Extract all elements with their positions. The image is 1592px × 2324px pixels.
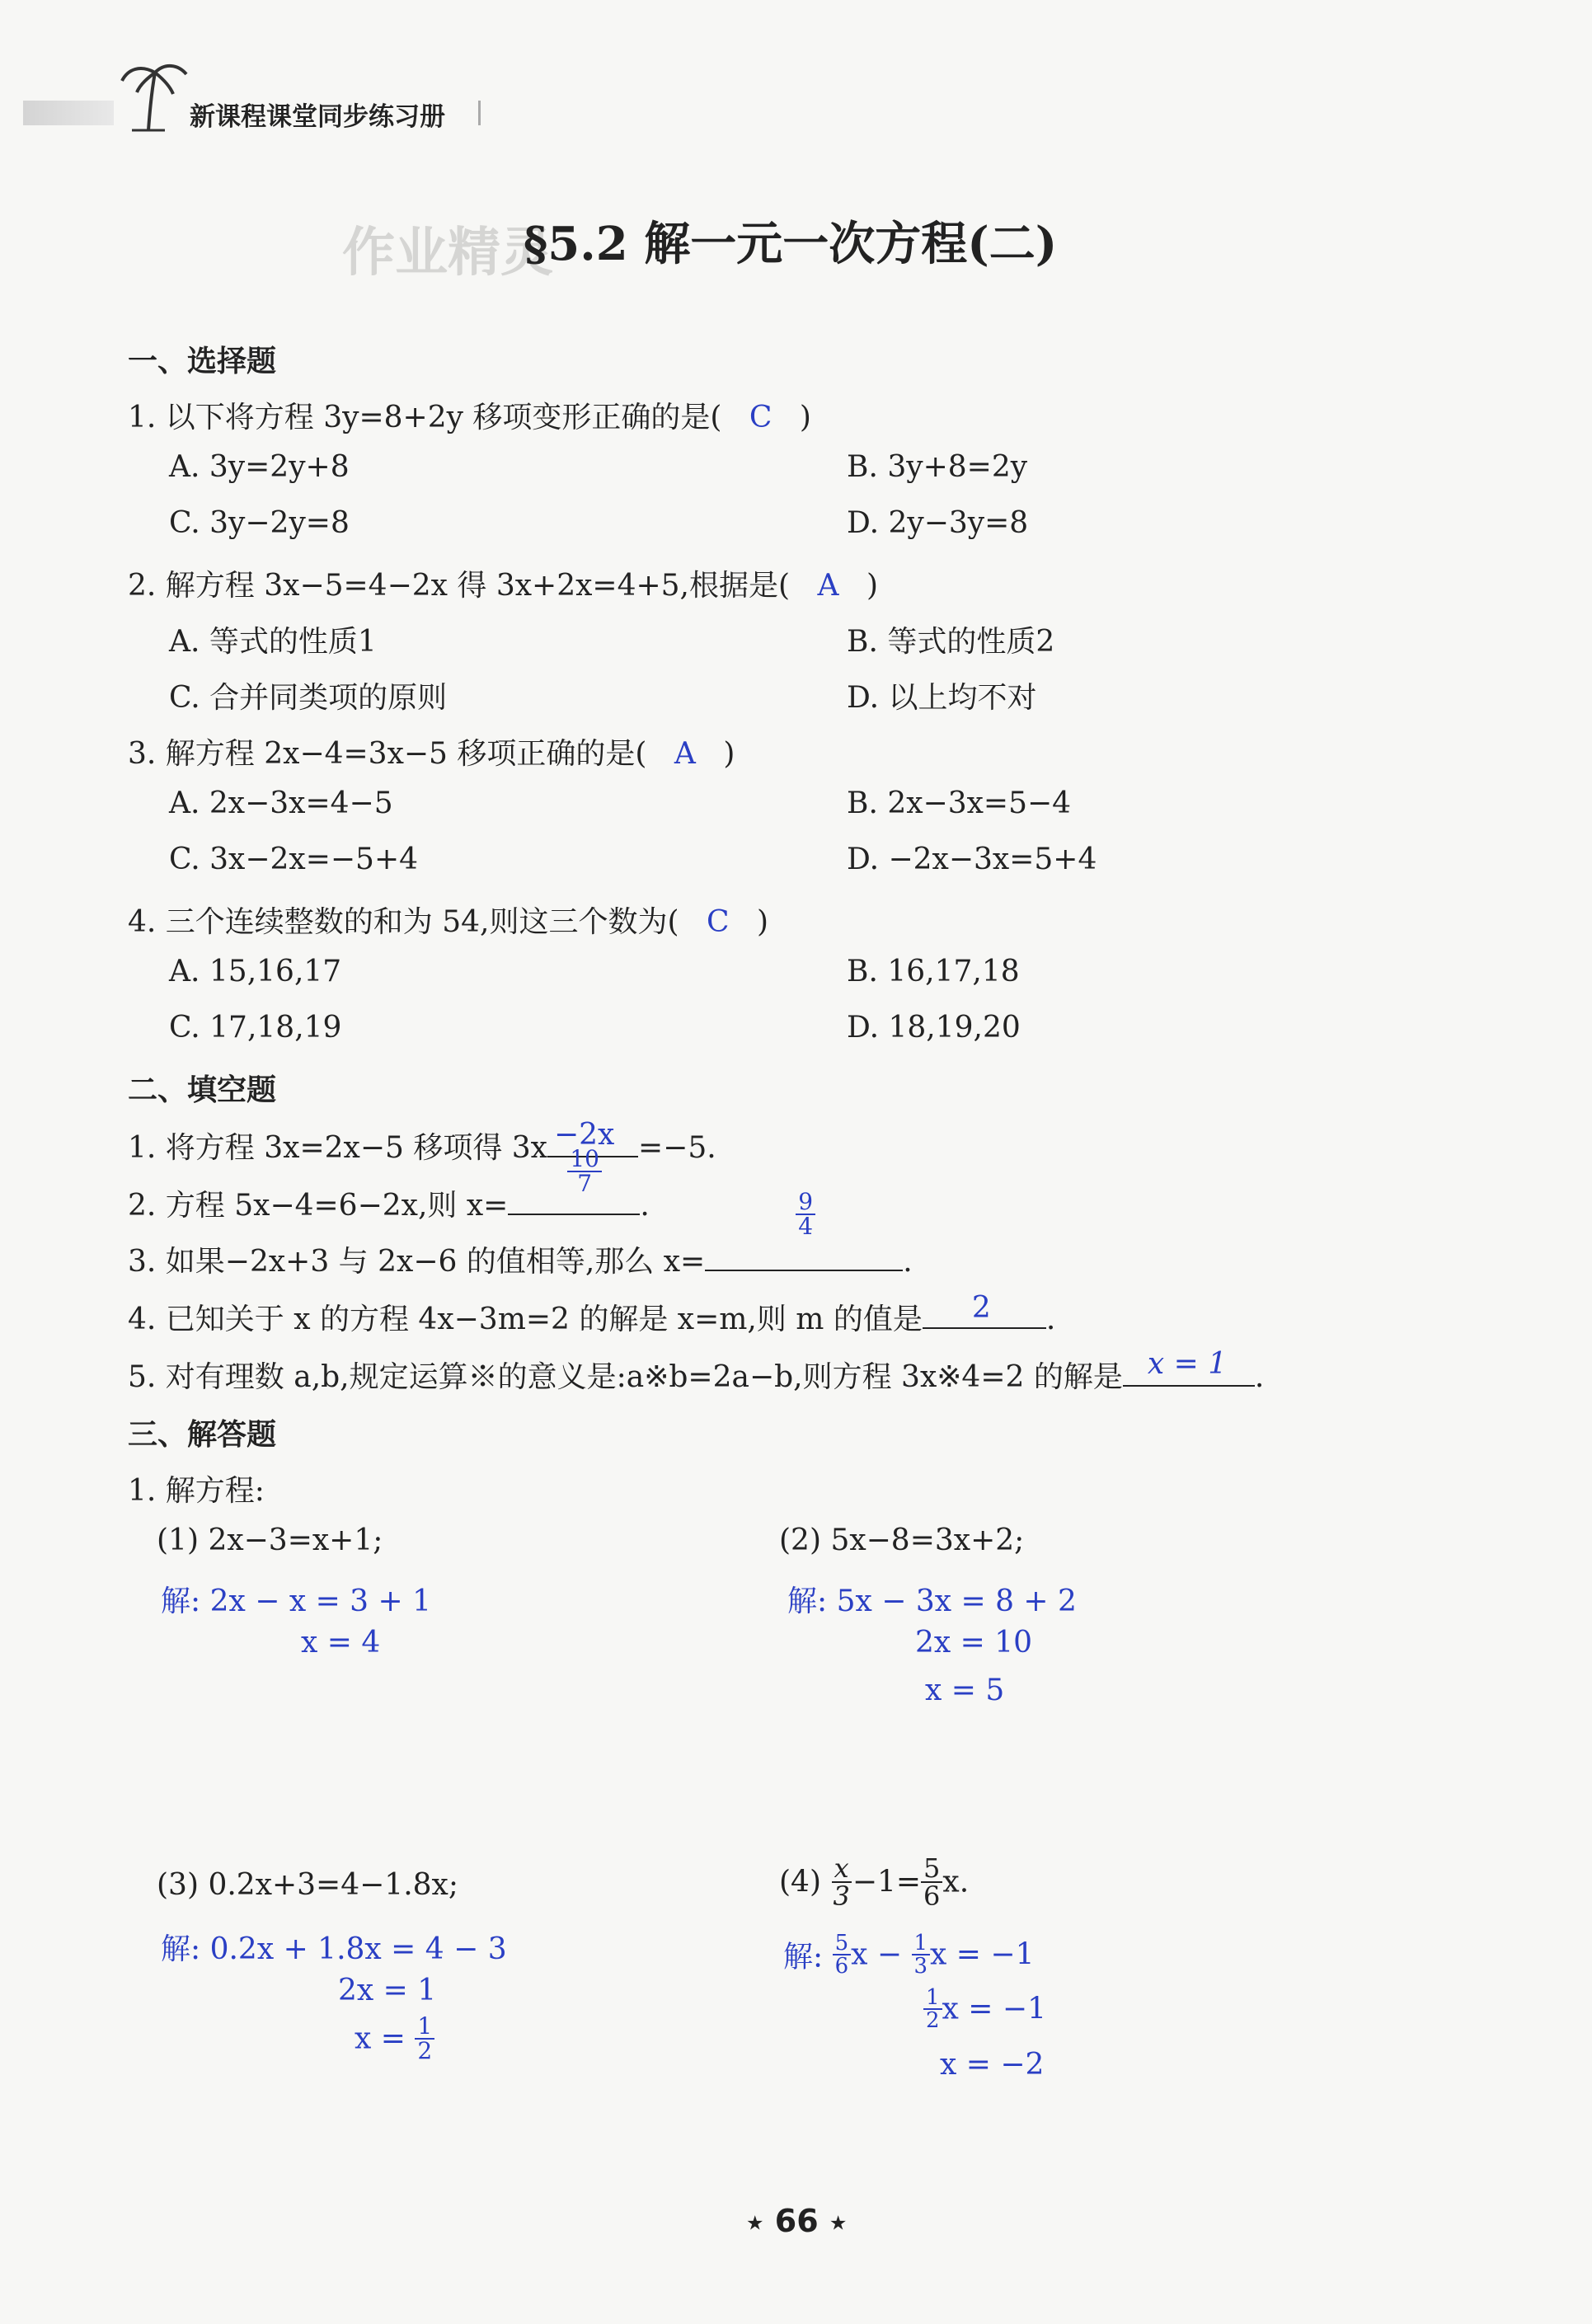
header-divider bbox=[478, 101, 481, 125]
question-2 bbox=[128, 562, 878, 604]
option-3a: A. 2x−3x=4−5 bbox=[169, 786, 393, 820]
problem-4-step-3: x = −2 bbox=[940, 2048, 1045, 2082]
fill-answer: 2 bbox=[971, 1291, 991, 1325]
numerator: x bbox=[832, 1855, 852, 1883]
question-paren: ) bbox=[723, 737, 735, 771]
denominator: 3 bbox=[833, 1880, 850, 1912]
question-3 bbox=[128, 730, 735, 772]
fill-text: . bbox=[1254, 1360, 1265, 1394]
numerator: 5 bbox=[833, 1932, 852, 1955]
answer-choice: A bbox=[817, 569, 839, 603]
star-icon: ★ bbox=[746, 2211, 764, 2235]
answer-choice: C bbox=[749, 401, 773, 434]
label-fraction-b bbox=[921, 1852, 942, 1912]
numerator: 1 bbox=[415, 2015, 434, 2040]
option-2b: B. 等式的性质2 bbox=[847, 625, 1055, 659]
option-1b: B. 3y+8=2y bbox=[847, 450, 1028, 484]
problem-1-label: (1) 2x−3=x+1; bbox=[157, 1524, 383, 1557]
denominator: 3 bbox=[913, 1954, 928, 1979]
question-1 bbox=[128, 394, 811, 436]
problem-1-step-1: 解: 2x − x = 3 + 1 bbox=[161, 1585, 432, 1618]
question-paren: ) bbox=[866, 569, 878, 603]
question-4 bbox=[128, 899, 768, 941]
question-paren: ) bbox=[757, 905, 769, 939]
question-stem: 2. 解方程 3x−5=4−2x 得 3x+2x=4+5,根据是( bbox=[128, 569, 791, 603]
answer-choice: A bbox=[674, 737, 696, 771]
fill-text: . bbox=[1045, 1303, 1056, 1336]
fill-text: 1. 将方程 3x=2x−5 移项得 3x bbox=[128, 1131, 547, 1165]
option-1c: C. 3y−2y=8 bbox=[169, 506, 350, 540]
option-4b: B. 16,17,18 bbox=[847, 955, 1020, 988]
step-mid: x − bbox=[851, 1937, 912, 1972]
section-heading-choice: 一、选择题 bbox=[128, 345, 277, 378]
option-3b: B. 2x−3x=5−4 bbox=[847, 786, 1072, 820]
denominator: 2 bbox=[926, 2008, 940, 2033]
option-2a: A. 等式的性质1 bbox=[169, 625, 377, 659]
option-1d: D. 2y−3y=8 bbox=[847, 506, 1029, 540]
fill-answer: −2x bbox=[553, 1118, 615, 1152]
label-prefix: (4) bbox=[779, 1865, 821, 1899]
watermark: 作业精灵 bbox=[342, 223, 553, 284]
numerator: 5 bbox=[921, 1855, 942, 1883]
step-suffix: x = −1 bbox=[942, 1992, 1046, 2026]
numerator: 1 bbox=[923, 1987, 942, 2010]
problem-3-step-3 bbox=[355, 2012, 434, 2064]
fill-answer: x = 1 bbox=[1147, 1347, 1228, 1381]
fill-text: . bbox=[640, 1189, 650, 1223]
section-heading-solve: 三、解答题 bbox=[128, 1418, 277, 1452]
answer-fraction bbox=[415, 2012, 434, 2064]
option-2d: D. 以上均不对 bbox=[847, 681, 1037, 715]
problem-4-step-2 bbox=[923, 1987, 1046, 2031]
fill-text: 5. 对有理数 a,b,规定运算※的意义是:a※b=2a−b,则方程 3x※4=2 的解是 bbox=[128, 1360, 1123, 1394]
fill-4 bbox=[128, 1291, 1056, 1338]
option-4d: D. 18,19,20 bbox=[847, 1011, 1021, 1045]
header-band bbox=[23, 101, 114, 125]
option-4a: A. 15,16,17 bbox=[169, 955, 342, 988]
page-number-text: 66 bbox=[774, 2203, 819, 2239]
question-stem: 3. 解方程 2x−4=3x−5 移项正确的是( bbox=[128, 737, 647, 771]
option-3d: D. −2x−3x=5+4 bbox=[847, 843, 1097, 876]
label-mid: −1= bbox=[852, 1865, 922, 1899]
question-stem: 4. 三个连续整数的和为 54,则这三个数为( bbox=[128, 905, 679, 939]
fill-text: 4. 已知关于 x 的方程 4x−3m=2 的解是 x=m,则 m 的值是 bbox=[128, 1303, 923, 1336]
problem-3-step-2: 2x = 1 bbox=[338, 1974, 437, 2007]
fill-answer-fraction bbox=[567, 1145, 602, 1197]
denominator: 4 bbox=[798, 1213, 814, 1240]
star-icon: ★ bbox=[829, 2211, 848, 2235]
fill-text: . bbox=[903, 1245, 913, 1279]
answer-choice: C bbox=[707, 905, 730, 939]
label-suffix: x. bbox=[942, 1865, 970, 1899]
numerator: 9 bbox=[796, 1190, 815, 1215]
label-fraction-a bbox=[830, 1852, 852, 1912]
option-2c: C. 合并同类项的原则 bbox=[169, 681, 448, 715]
section-heading-fill: 二、填空题 bbox=[128, 1073, 277, 1107]
step-fraction bbox=[923, 1987, 942, 2031]
fill-blank bbox=[705, 1188, 903, 1271]
fill-text: =−5. bbox=[637, 1131, 716, 1165]
problem-2-step-3: x = 5 bbox=[925, 1674, 1005, 1707]
step-text: x = bbox=[355, 2021, 416, 2056]
fill-blank bbox=[508, 1145, 640, 1215]
problem-3-label: (3) 0.2x+3=4−1.8x; bbox=[157, 1868, 458, 1902]
denominator: 6 bbox=[834, 1954, 849, 1979]
question-stem: 1. 以下将方程 3y=8+2y 移项变形正确的是( bbox=[128, 401, 722, 434]
question-paren: ) bbox=[799, 401, 811, 434]
problem-2-step-2: 2x = 10 bbox=[915, 1626, 1033, 1660]
problem-2-step-1: 解: 5x − 3x = 8 + 2 bbox=[787, 1585, 1077, 1618]
denominator: 6 bbox=[923, 1880, 941, 1912]
option-4c: C. 17,18,19 bbox=[169, 1011, 342, 1045]
fill-5 bbox=[128, 1347, 1265, 1396]
page-number bbox=[746, 2203, 847, 2239]
fill-answer-fraction bbox=[796, 1190, 815, 1238]
problem-4-step-1 bbox=[783, 1932, 1034, 1977]
option-3c: C. 3x−2x=−5+4 bbox=[169, 843, 419, 876]
solve-intro: 1. 解方程: bbox=[128, 1474, 265, 1508]
denominator: 2 bbox=[417, 2037, 433, 2064]
fill-1 bbox=[128, 1118, 716, 1167]
fill-blank bbox=[923, 1291, 1046, 1329]
option-1a: A. 3y=2y+8 bbox=[169, 450, 350, 484]
step-suffix: x = −1 bbox=[930, 1937, 1035, 1972]
numerator: 1 bbox=[912, 1932, 931, 1955]
fill-blank bbox=[1123, 1347, 1255, 1387]
step-fraction-a bbox=[833, 1932, 852, 1977]
denominator: 7 bbox=[577, 1170, 593, 1197]
page-title: §5.2 解一元一次方程(二) bbox=[524, 217, 1058, 271]
problem-2-label: (2) 5x−8=3x+2; bbox=[779, 1524, 1025, 1557]
fill-text: 2. 方程 5x−4=6−2x,则 x= bbox=[128, 1189, 509, 1223]
numerator: 10 bbox=[567, 1148, 602, 1172]
step-prefix: 解: bbox=[783, 1940, 824, 1974]
header-book-title: 新课程课堂同步练习册 bbox=[190, 102, 445, 132]
step-fraction-b bbox=[912, 1932, 931, 1977]
problem-4-label bbox=[779, 1852, 970, 1912]
fill-text: 3. 如果−2x+3 与 2x−6 的值相等,那么 x= bbox=[128, 1245, 706, 1279]
palm-tree-icon bbox=[115, 58, 190, 132]
problem-1-step-2: x = 4 bbox=[301, 1626, 381, 1660]
problem-3-step-1: 解: 0.2x + 1.8x = 4 − 3 bbox=[161, 1932, 507, 1966]
